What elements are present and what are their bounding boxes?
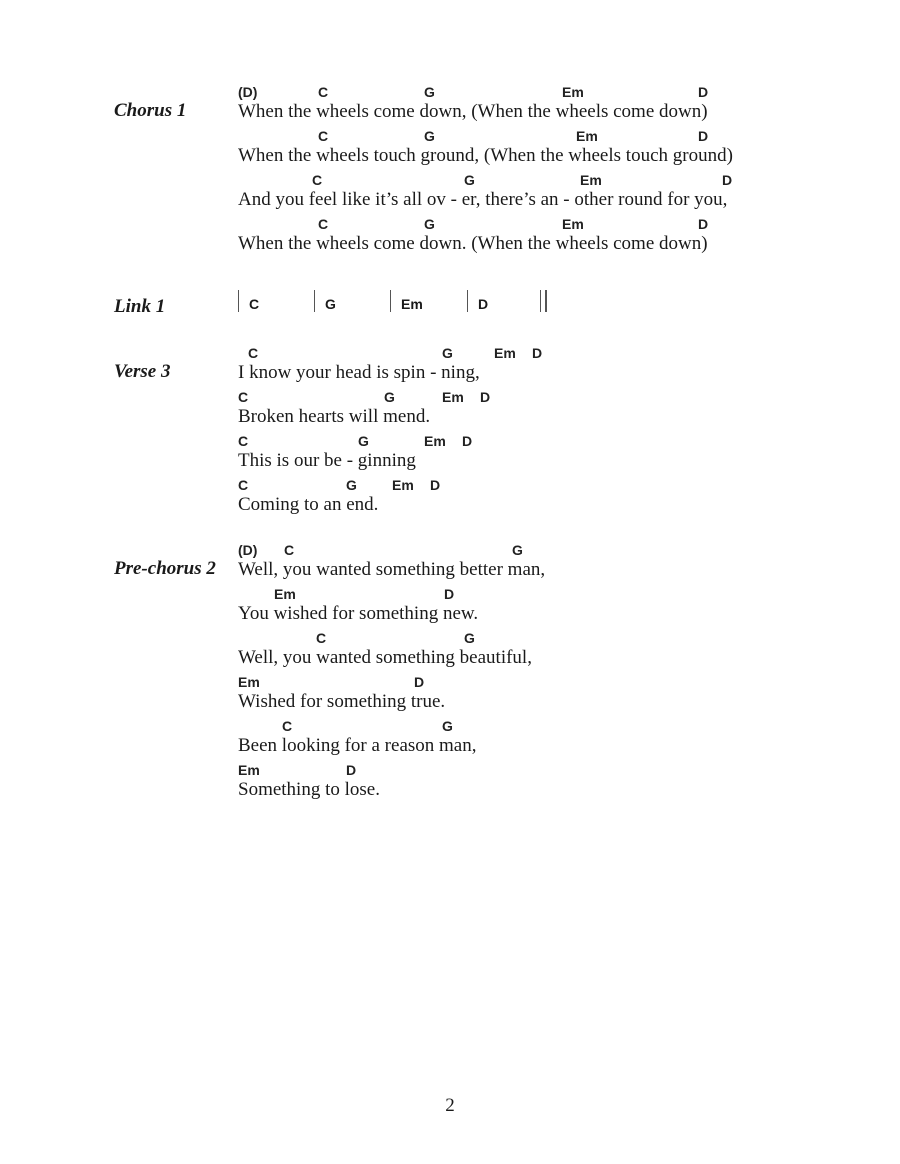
chord: G [442, 345, 453, 361]
chord: Em [274, 586, 296, 602]
verse-line-2 [238, 389, 878, 433]
page-number: 2 [445, 1095, 455, 1116]
chord: D [480, 389, 491, 405]
lyric-line: When the wheels touch ground, (When the wheels touch ground) [238, 145, 733, 166]
chord: G [464, 630, 475, 646]
prechorus-line-5 [238, 718, 878, 762]
lyric-line: And you feel like it’s all ov - er, there’s an - other round for you, [238, 189, 728, 210]
link-chord: G [325, 296, 336, 312]
lyric-line: Broken hearts will mend. [238, 406, 431, 427]
lyric-line: Coming to an end. [238, 494, 379, 515]
chord: C [318, 216, 329, 232]
chord: D [430, 477, 441, 493]
chord: Em [442, 389, 464, 405]
section-label-chorus-1: Chorus 1 [114, 100, 187, 121]
chord: Em [238, 762, 260, 778]
chorus-line-4 [238, 216, 878, 260]
prechorus-line-4 [238, 674, 878, 718]
chord: D [346, 762, 357, 778]
chord: C [282, 718, 293, 734]
lyric-line: I know your head is spin - ning, [238, 362, 480, 383]
barline [467, 290, 468, 312]
chord: G [358, 433, 369, 449]
chord: C [318, 84, 329, 100]
chord: G [424, 84, 435, 100]
chord: G [384, 389, 395, 405]
lyric-line: Wished for something true. [238, 691, 446, 712]
chorus-line-3 [238, 172, 878, 216]
chord: (D) [238, 542, 258, 558]
prechorus-line-3 [238, 630, 878, 674]
chord: D [698, 84, 709, 100]
chord: D [414, 674, 425, 690]
chord: Em [424, 433, 446, 449]
chord: G [512, 542, 523, 558]
link-chord: C [249, 296, 260, 312]
chorus-line-1 [238, 84, 878, 128]
chord: G [346, 477, 357, 493]
lyric-line: Something to lose. [238, 779, 380, 800]
verse-line-4 [238, 477, 878, 521]
chord: D [722, 172, 733, 188]
link-chord: Em [401, 296, 423, 312]
chord: D [462, 433, 473, 449]
chorus-line-2 [238, 128, 878, 172]
chord: G [424, 216, 435, 232]
chord: C [312, 172, 323, 188]
lyric-line: When the wheels come down. (When the wheels come down) [238, 233, 708, 254]
chord: (D) [238, 84, 258, 100]
chord: Em [562, 84, 584, 100]
chord: G [442, 718, 453, 734]
lyric-line: Well, you wanted something better man, [238, 559, 546, 580]
chord: C [316, 630, 327, 646]
verse-line-1 [238, 345, 878, 389]
chord: C [238, 433, 249, 449]
prechorus-line-1 [238, 542, 878, 586]
lyric-line: You wished for something new. [238, 603, 479, 624]
chord: G [464, 172, 475, 188]
barline [314, 290, 315, 312]
chord: C [238, 389, 249, 405]
chord: C [284, 542, 295, 558]
barline [238, 290, 239, 312]
verse-line-3 [238, 433, 878, 477]
chord: G [424, 128, 435, 144]
prechorus-line-2 [238, 586, 878, 630]
lyric-line: When the wheels come down, (When the wheels come down) [238, 101, 708, 122]
chord: Em [576, 128, 598, 144]
lyric-line: This is our be - ginning [238, 450, 416, 471]
chord: Em [238, 674, 260, 690]
section-label-verse-3: Verse 3 [114, 361, 171, 382]
lyric-line: Been looking for a reason man, [238, 735, 477, 756]
chord: D [698, 128, 709, 144]
chord: Em [392, 477, 414, 493]
prechorus-line-6 [238, 762, 878, 806]
section-label-link-1: Link 1 [114, 296, 166, 317]
barline [390, 290, 391, 312]
chord: C [248, 345, 259, 361]
chord: C [238, 477, 249, 493]
chord: Em [494, 345, 516, 361]
chord: C [318, 128, 329, 144]
chord: D [532, 345, 543, 361]
chord: D [698, 216, 709, 232]
section-label-pre-chorus-2: Pre-chorus 2 [114, 558, 216, 579]
chord: Em [580, 172, 602, 188]
chord: Em [562, 216, 584, 232]
link-bar-chords [238, 290, 558, 316]
chord: D [444, 586, 455, 602]
final-barline [540, 290, 547, 312]
link-chord: D [478, 296, 489, 312]
lyric-line: Well, you wanted something beautiful, [238, 647, 532, 668]
